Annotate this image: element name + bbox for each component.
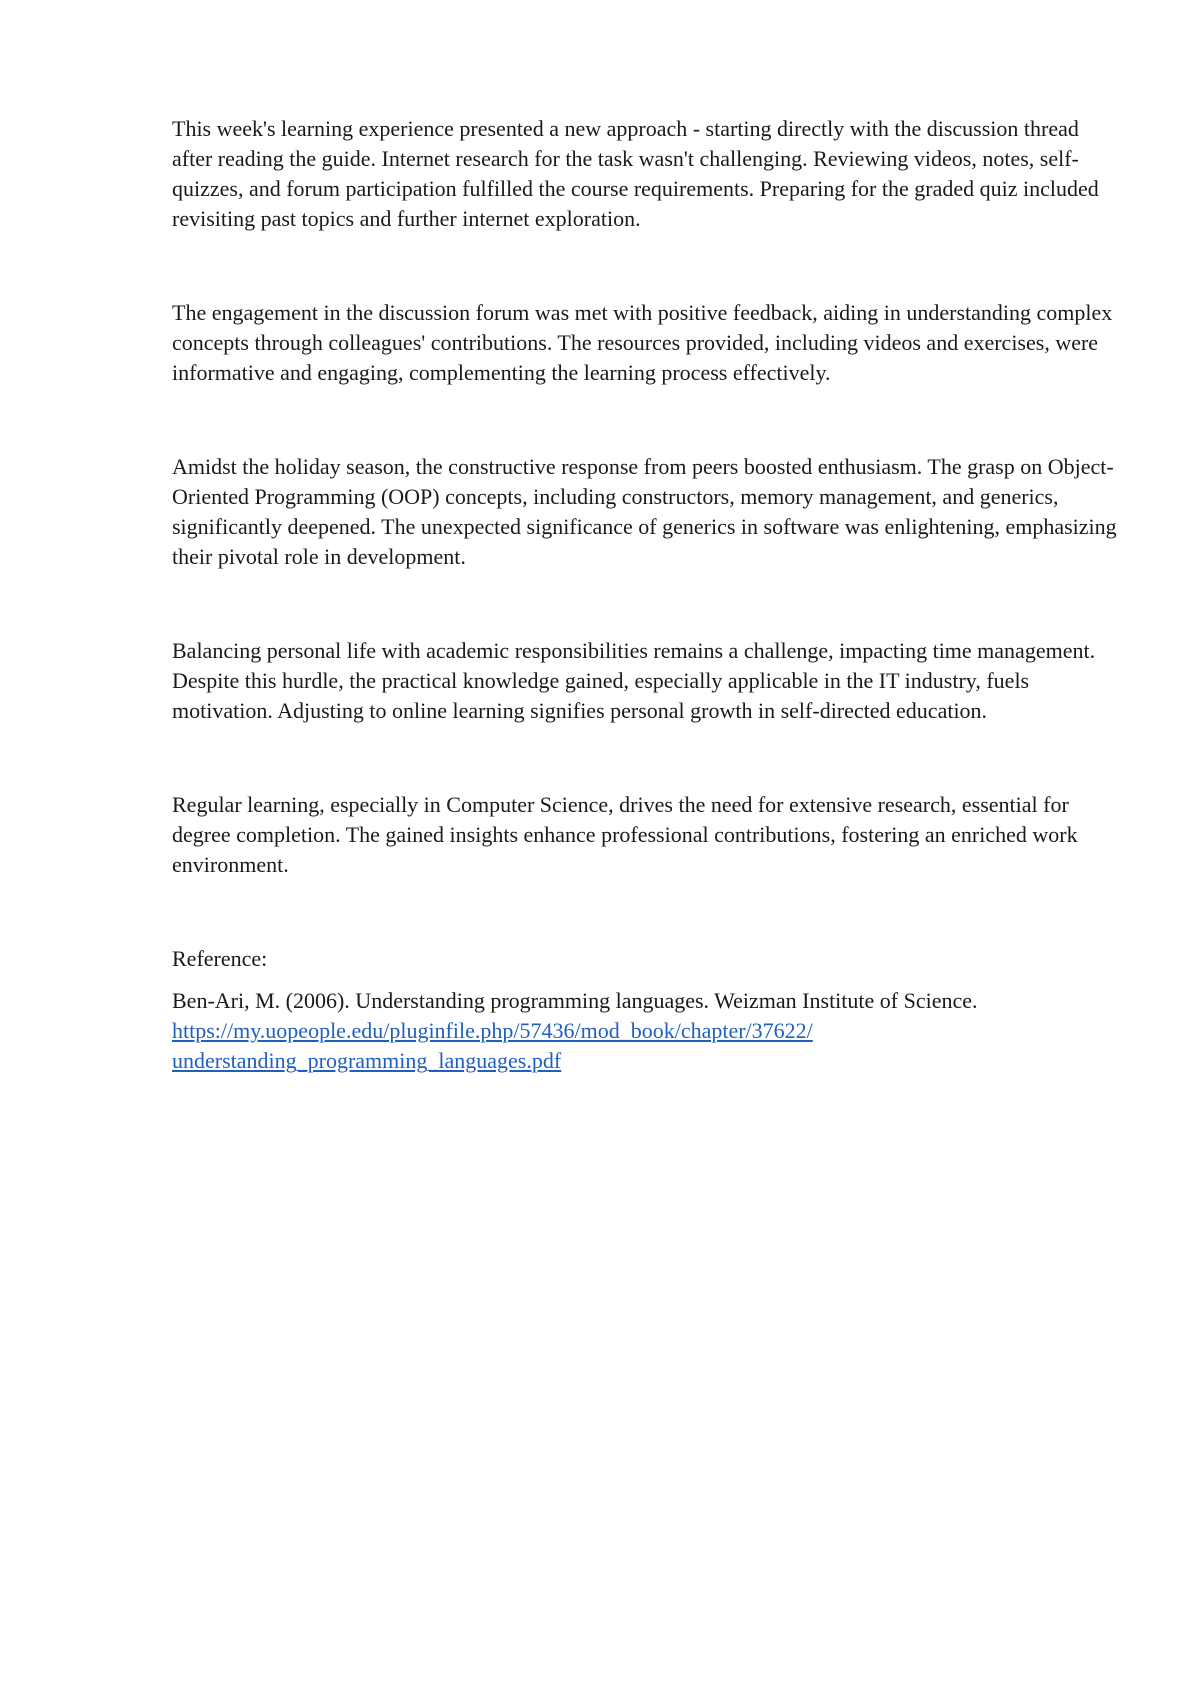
reference-section [172,944,1117,1076]
paragraph-5: Regular learning, especially in Computer Science, drives the need for extensive research, essential for degree completion. The gained insights enhance professional contributions, fostering an enriched work environment. [172,792,1078,877]
reference-heading: Reference: [172,946,268,971]
reference-entry [172,986,1117,1076]
reference-link-line-2[interactable]: understanding_programming_languages.pdf [172,1048,562,1073]
reference-link[interactable] [172,1016,1117,1076]
document-body [172,114,1117,1076]
paragraph-1: This week's learning experience presented a new approach - starting directly with the discussion thread after reading the guide. Internet research for the task wasn't challenging. Reviewing videos, notes, self-quizzes, and forum participation fulfilled the course requirements. Preparing for the graded quiz included revisiting past topics and further internet exploration. [172,116,1099,231]
paragraph-2: The engagement in the discussion forum was met with positive feedback, aiding in understanding complex concepts through colleagues' contributions. The resources provided, including videos and exercises, were informative and engaging, complementing the learning process effectively. [172,300,1113,385]
paragraph-4: Balancing personal life with academic responsibilities remains a challenge, impacting time management. Despite this hurdle, the practical knowledge gained, especially applicable in the IT industry, fuels motivation. Adjusting to online learning signifies personal growth in self-directed education. [172,638,1096,723]
reference-link-line-1[interactable]: https://my.uopeople.edu/pluginfile.php/57436/mod_book/chapter/37622/ [172,1018,813,1043]
paragraph-3: Amidst the holiday season, the constructive response from peers boosted enthusiasm. The grasp on Object-Oriented Programming (OOP) concepts, including constructors, memory management, and generics, significantly deepened. The unexpected significance of generics in software was enlightening, emphasizing their pivotal role in development. [172,454,1117,569]
reference-citation: Ben-Ari, M. (2006). Understanding programming languages. Weizman Institute of Science. [172,988,978,1013]
